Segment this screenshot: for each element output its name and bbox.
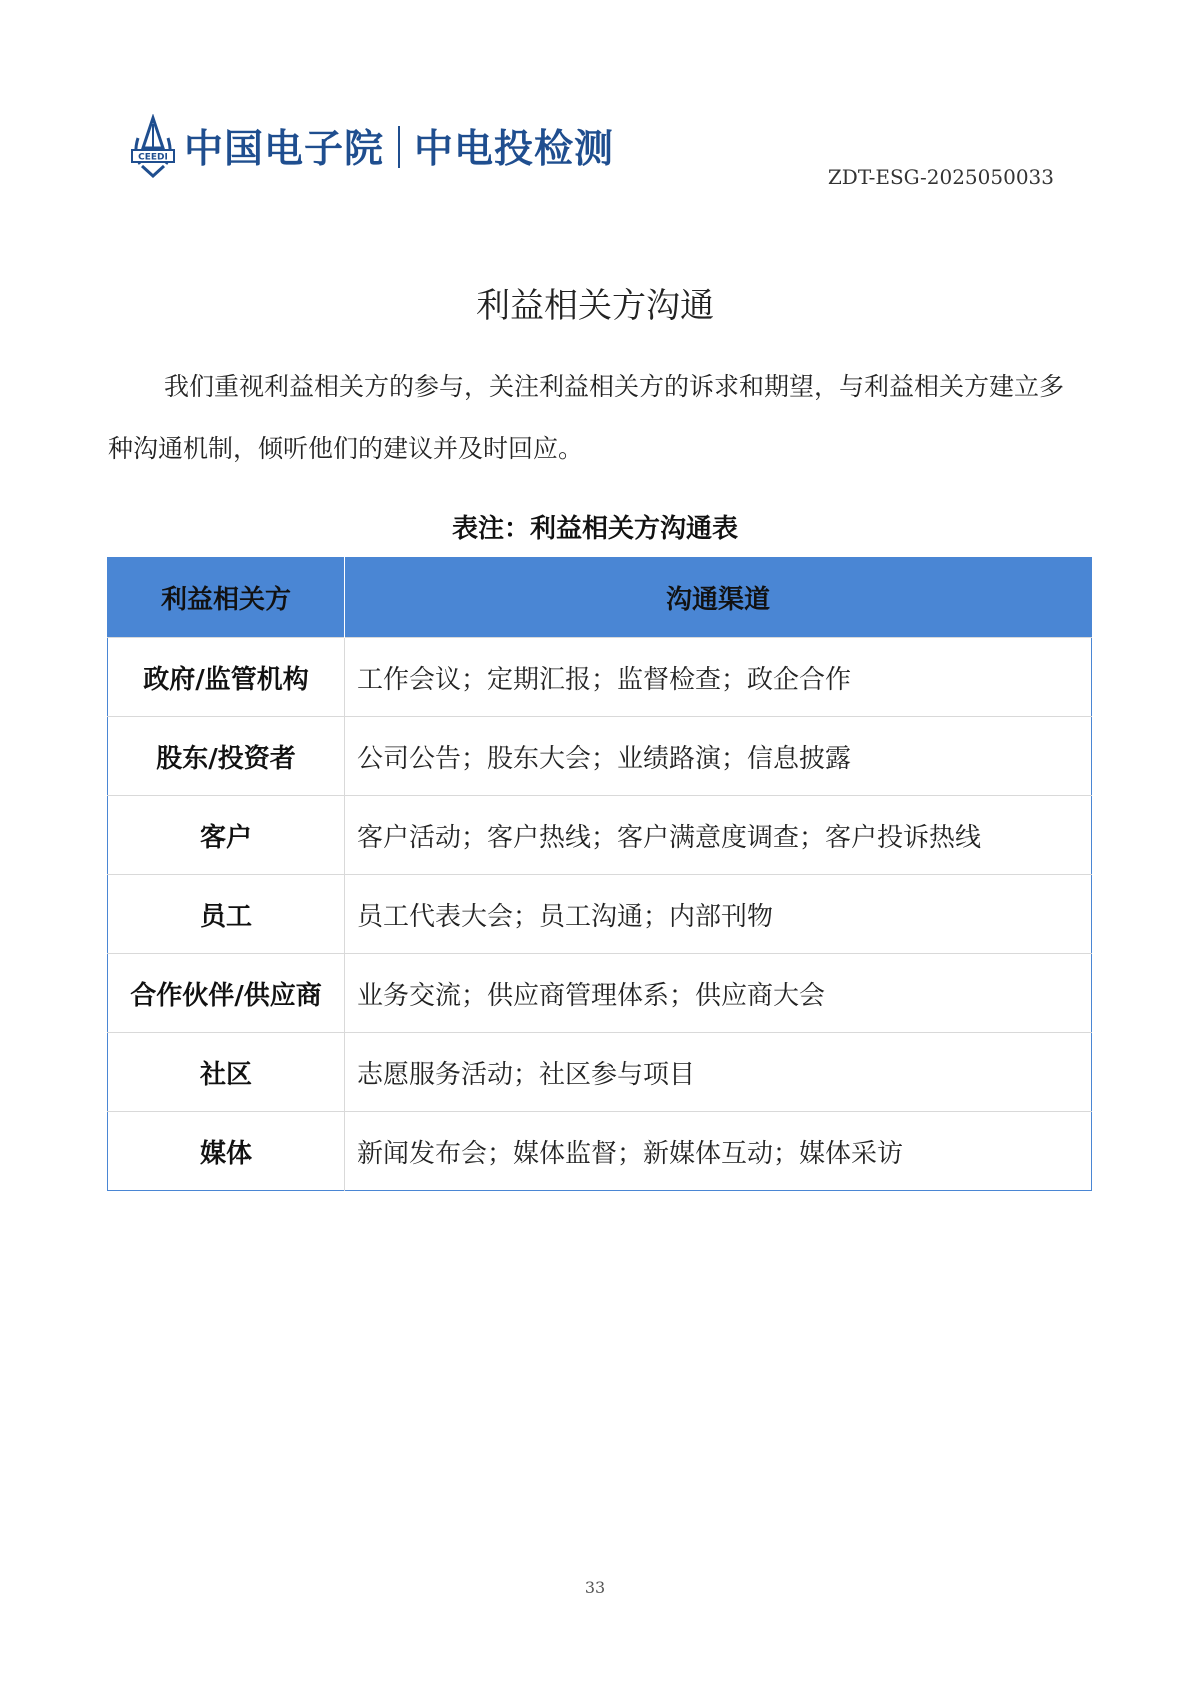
brand-divider (398, 126, 400, 168)
stakeholder-cell: 股东/投资者 (108, 717, 345, 796)
page-number: 33 (584, 1578, 606, 1597)
document-number: ZDT-ESG-2025050033 (827, 165, 1054, 189)
logo-badge-text: CEEDI (138, 152, 168, 163)
brand-right: 中电投检测 (414, 127, 615, 172)
table-row (108, 796, 1092, 875)
channel-cell: 工作会议；定期汇报；监督检查；政企合作 (345, 638, 1092, 717)
table-header-row (108, 558, 1092, 638)
table-row (108, 638, 1092, 717)
channel-cell: 志愿服务活动；社区参与项目 (345, 1033, 1092, 1112)
column-header-channel: 沟通渠道 (345, 558, 1092, 638)
channel-cell: 客户活动；客户热线；客户满意度调查；客户投诉热线 (345, 796, 1092, 875)
company-logo (130, 114, 614, 178)
stakeholder-cell: 媒体 (108, 1112, 345, 1191)
table-caption: 表注：利益相关方沟通表 (451, 514, 738, 544)
brand-left: 中国电子院 (184, 127, 385, 172)
section-title: 利益相关方沟通 (476, 286, 714, 326)
table-row (108, 875, 1092, 954)
stakeholder-cell: 社区 (108, 1033, 345, 1112)
table-row (108, 1112, 1092, 1191)
brand-name (184, 118, 614, 174)
stakeholder-cell: 政府/监管机构 (108, 638, 345, 717)
channel-cell: 新闻发布会；媒体监督；新媒体互动；媒体采访 (345, 1112, 1092, 1191)
table-row (108, 717, 1092, 796)
channel-cell: 员工代表大会；员工沟通；内部刊物 (345, 875, 1092, 954)
stakeholder-cell: 客户 (108, 796, 345, 875)
stakeholder-cell: 合作伙伴/供应商 (108, 954, 345, 1033)
channel-cell: 业务交流；供应商管理体系；供应商大会 (345, 954, 1092, 1033)
stakeholder-cell: 员工 (108, 875, 345, 954)
table-row (108, 954, 1092, 1033)
ceedi-emblem-icon (130, 114, 176, 178)
column-header-stakeholder: 利益相关方 (108, 558, 345, 638)
channel-cell: 公司公告；股东大会；业绩路演；信息披露 (345, 717, 1092, 796)
intro-paragraph: 我们重视利益相关方的参与，关注利益相关方的诉求和期望，与利益相关方建立多种沟通机制，倾听他们的建议并及时回应。 (108, 372, 1065, 463)
stakeholder-table (107, 557, 1092, 1191)
table-row (108, 1033, 1092, 1112)
